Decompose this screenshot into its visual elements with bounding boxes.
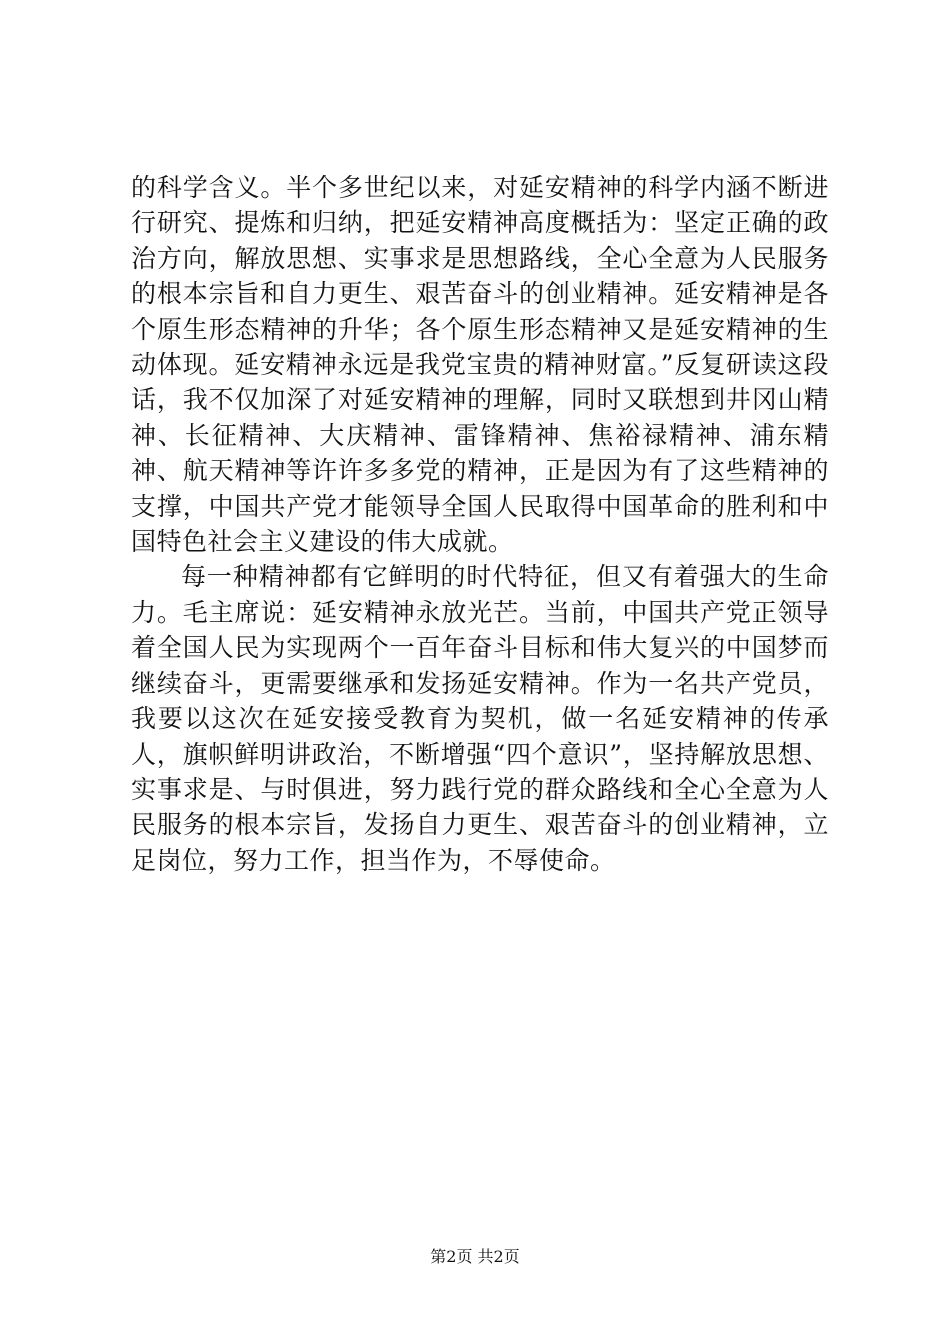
page-number-footer: 第2页 共2页 [430,1247,520,1266]
document-body [131,170,829,878]
paragraph-spirit-of-the-times: 每一种精神都有它鲜明的时代特征，但又有着强大的生命力。毛主席说：延安精神永放光芒。当前，中国共产党正领导着全国人民为实现两个一百年奋斗目标和伟大复兴的中国梦而继续奋斗，更需要继承和发扬延安精神。作为一名共产党员，我要以这次在延安接受教育为契机，做一名延安精神的传承人，旗帜鲜明讲政治，不断增强“四个意识”，坚持解放思想、实事求是、与时俱进，努力践行党的群众路线和全心全意为人民服务的根本宗旨，发扬自力更生、艰苦奋斗的创业精神，立足岗位，努力工作，担当作为，不辱使命。 [131,562,829,875]
paragraph-continuation: 的科学含义。半个多世纪以来，对延安精神的科学内涵不断进行研究、提炼和归纳，把延安精神高度概括为：坚定正确的政治方向，解放思想、实事求是思想路线，全心全意为人民服务的根本宗旨和自力更生、艰苦奋斗的创业精神。延安精神是各个原生形态精神的升华；各个原生形态精神又是延安精神的生动体现。延安精神永远是我党宝贵的精神财富。”反复研读这段话，我不仅加深了对延安精神的理解，同时又联想到井冈山精神、长征精神、大庆精神、雷锋精神、焦裕禄精神、浦东精神、航天精神等许许多多党的精神，正是因为有了这些精神的支撑，中国共产党才能领导全国人民取得中国革命的胜利和中国特色社会主义建设的伟大成就。 [131,173,829,557]
